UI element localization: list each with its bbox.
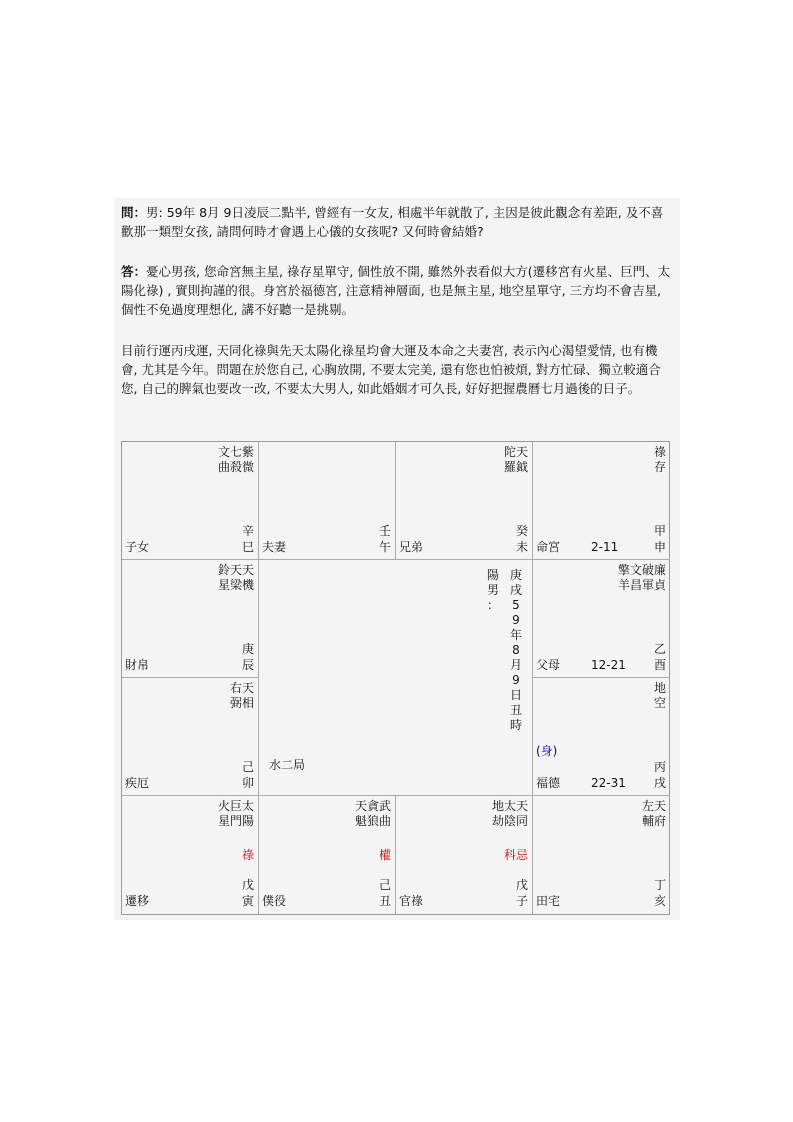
palace-branch: 戌	[653, 776, 666, 790]
palace-yin	[122, 796, 259, 914]
ziwei-chart	[121, 441, 670, 915]
answer-text: 憂心男孩, 您命宮無主星, 祿存星單守, 個性放不開, 雖然外表看似大方(遷移宮有火星、巨門、太陽化祿) , 實則拘謹的很。身宮於福德宮, 注意精神層面, 也是無主星, 地空星單守, 三方均不會吉星, 個性不免過度理想化, 講不好聽一是挑剔。	[121, 264, 671, 317]
palace-name: 夫妻	[262, 540, 287, 554]
palace-branch: 丑	[378, 894, 391, 908]
palace-xu	[533, 678, 670, 796]
palace-stars: 文七紫 曲殺微	[217, 445, 254, 474]
palace-stars: 右天 弼相	[229, 681, 254, 710]
question-text: 男: 59年 8月 9日凌辰二點半, 曾經有一女友, 相處半年就散了, 主因是彼此觀念有差距, 及不喜歡那一類型女孩, 請問何時才會遇上心儀的女孩呢? 又何時會結婚?	[121, 205, 664, 239]
question-label: 問：	[121, 205, 147, 220]
palace-name: 官祿	[399, 894, 424, 908]
palace-branch: 亥	[653, 894, 666, 908]
palace-stem: 辛	[241, 524, 254, 538]
palace-mao	[122, 678, 259, 796]
palace-name: 財帛	[125, 658, 150, 672]
palace-age-range: 12-21	[591, 658, 626, 672]
palace-branch: 辰	[241, 658, 254, 672]
transformation-mark: 祿	[241, 848, 254, 862]
palace-you	[533, 560, 670, 678]
palace-stem: 乙	[653, 642, 666, 656]
palace-name: 遷移	[125, 894, 150, 908]
palace-stars: 天貪武 魁狼曲	[354, 799, 391, 828]
gender-column: 陽 男 ：	[486, 568, 499, 612]
question-paragraph	[121, 203, 673, 241]
palace-stars: 左天 輔府	[641, 799, 666, 828]
palace-chou	[259, 796, 396, 914]
palace-name: 田宅	[536, 894, 561, 908]
palace-stars: 地太天 劫陰同	[491, 799, 528, 828]
palace-branch: 申	[653, 540, 666, 554]
palace-name: 子女	[125, 540, 150, 554]
advice-paragraph: 目前行運丙戌運, 天同化祿與先天太陽化祿星均會大運及本命之夫妻宮, 表示內心渴望愛情, 也有機會, 尤其是今年。問題在於您自己, 心胸放開, 不要太完美, 還有您也怕被煩, 對方忙碌、獨立較適合您, 自己的脾氣也要改一改, 不要太大男人, 如此婚姻才可久長, 好好把握農曆七月過後的日子。	[121, 343, 661, 396]
palace-name: 福德	[536, 776, 561, 790]
palace-branch: 巳	[241, 540, 254, 554]
palace-name: 命宮	[536, 540, 561, 554]
palace-stem: 丁	[653, 878, 666, 892]
palace-stars: 火巨太 星門陽	[217, 799, 254, 828]
palace-stem: 丙	[653, 760, 666, 774]
palace-hai	[533, 796, 670, 914]
birth-date-column: 庚 戌 59 年 8 月 9 日 丑 時	[509, 568, 522, 732]
palace-age-range: 2-11	[591, 540, 619, 554]
palace-branch: 子	[515, 894, 528, 908]
palace-stars: 擎文破廉 羊昌軍貞	[617, 563, 666, 592]
palace-stem: 己	[241, 760, 254, 774]
palace-si	[122, 442, 259, 560]
palace-stars: 地 空	[653, 681, 666, 710]
transformation-mark: 科忌	[503, 848, 528, 862]
palace-zi	[396, 796, 533, 914]
element-phase: 水二局	[269, 758, 306, 772]
palace-branch: 卯	[241, 776, 254, 790]
palace-stem: 己	[378, 878, 391, 892]
chart-center	[259, 560, 533, 796]
palace-name: 兄弟	[399, 540, 424, 554]
palace-name: 父母	[536, 658, 561, 672]
answer-paragraph	[121, 262, 673, 319]
answer-label: 答：	[121, 264, 147, 279]
palace-stem: 戊	[241, 878, 254, 892]
palace-stem: 壬	[378, 524, 391, 538]
palace-branch: 午	[378, 540, 391, 554]
palace-chen	[122, 560, 259, 678]
palace-stars: 鈴天天 星梁機	[217, 563, 254, 592]
palace-name: 僕役	[262, 894, 287, 908]
palace-stars: 陀天 羅鉞	[503, 445, 528, 474]
palace-stem: 庚	[241, 642, 254, 656]
palace-stem: 癸	[515, 524, 528, 538]
palace-wu	[259, 442, 396, 560]
palace-branch: 未	[515, 540, 528, 554]
transformation-mark: 權	[378, 848, 391, 862]
palace-name: 疾厄	[125, 776, 150, 790]
palace-shen	[533, 442, 670, 560]
palace-stem: 戊	[515, 878, 528, 892]
palace-branch: 寅	[241, 894, 254, 908]
palace-stem: 甲	[653, 524, 666, 538]
palace-stars: 祿 存	[653, 445, 666, 474]
palace-wei	[396, 442, 533, 560]
palace-branch: 酉	[653, 658, 666, 672]
body-palace-marker: (身)	[536, 744, 558, 758]
palace-age-range: 22-31	[591, 776, 626, 790]
